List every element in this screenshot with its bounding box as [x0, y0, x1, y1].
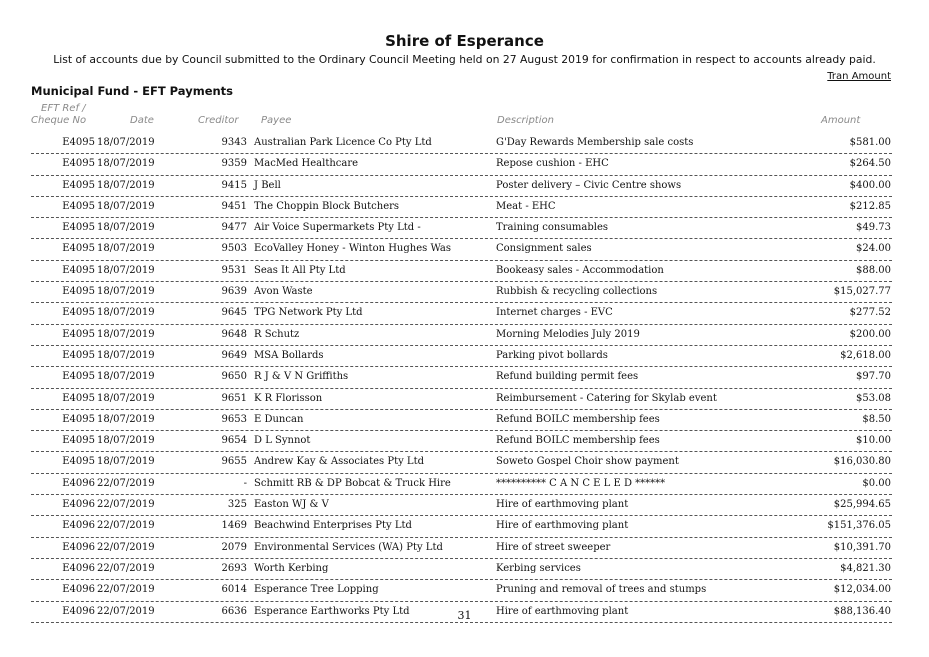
description-cell: Internet charges - EVC — [496, 307, 613, 319]
table-row — [31, 410, 892, 431]
payee-cell: Avon Waste — [254, 286, 313, 298]
date-cell: 18/07/2019 — [97, 456, 155, 468]
creditor-cell: 9477 — [221, 222, 247, 234]
description-cell: Training consumables — [496, 222, 608, 234]
table-row — [31, 218, 892, 239]
amount-cell: $8.50 — [862, 413, 891, 425]
description-cell: Refund BOILC membership fees — [496, 435, 660, 447]
date-cell: 22/07/2019 — [97, 477, 155, 489]
amount-cell: $12,034.00 — [833, 584, 891, 596]
ref-cell: E4096 — [62, 541, 95, 553]
page-number: 31 — [457, 609, 472, 622]
date-cell: 22/07/2019 — [97, 541, 155, 553]
table-row — [31, 325, 892, 346]
table-row — [31, 346, 892, 367]
description-cell: Soweto Gospel Choir show payment — [496, 456, 679, 468]
ref-cell: E4095 — [62, 413, 95, 425]
payee-cell: Air Voice Supermarkets Pty Ltd - — [254, 222, 421, 234]
description-cell: Refund BOILC membership fees — [496, 413, 660, 425]
date-cell: 18/07/2019 — [97, 392, 155, 404]
creditor-cell: 9650 — [221, 371, 247, 383]
table-row — [31, 367, 892, 388]
date-cell: 18/07/2019 — [97, 286, 155, 298]
date-cell: 18/07/2019 — [97, 222, 155, 234]
payee-cell: Easton WJ & V — [254, 499, 329, 511]
creditor-cell: 9649 — [221, 349, 247, 361]
header-description: Description — [497, 115, 554, 126]
creditor-cell: 2693 — [221, 562, 247, 574]
page-title: Shire of Esperance — [385, 32, 544, 50]
description-cell: Morning Melodies July 2019 — [496, 328, 640, 340]
payee-cell: Australian Park Licence Co Pty Ltd — [254, 137, 432, 148]
ref-cell: E4095 — [62, 371, 95, 383]
ref-cell: E4095 — [62, 264, 95, 276]
ref-cell: E4095 — [62, 349, 95, 361]
amount-cell: $212.85 — [849, 200, 891, 212]
ref-cell: E4095 — [62, 328, 95, 340]
payee-cell: Andrew Kay & Associates Pty Ltd — [254, 456, 424, 468]
description-cell: Rubbish & recycling collections — [496, 286, 658, 298]
creditor-cell: 9645 — [221, 307, 247, 319]
amount-cell: $15,027.77 — [833, 286, 891, 298]
date-cell: 18/07/2019 — [97, 307, 155, 319]
table-row — [31, 176, 892, 197]
payee-cell: E Duncan — [254, 413, 304, 425]
section-title: Municipal Fund - EFT Payments — [31, 84, 234, 98]
creditor-cell: 9531 — [221, 264, 247, 276]
payee-cell: Schmitt RB & DP Bobcat & Truck Hire — [254, 477, 451, 489]
date-cell: 18/07/2019 — [97, 243, 155, 255]
table-row — [31, 239, 892, 260]
date-cell: 18/07/2019 — [97, 264, 155, 276]
description-cell: Pruning and removal of trees and stumps — [496, 584, 707, 596]
date-cell: 18/07/2019 — [97, 371, 155, 383]
amount-cell: $581.00 — [849, 137, 891, 148]
header-amount: Amount — [821, 115, 861, 126]
ref-cell: E4096 — [62, 477, 95, 489]
payee-cell: J Bell — [254, 179, 281, 191]
payee-cell: EcoValley Honey - Winton Hughes Was — [254, 243, 451, 255]
date-cell: 18/07/2019 — [97, 413, 155, 425]
header-ref-line1: EFT Ref / — [41, 103, 86, 114]
payee-cell: Esperance Earthworks Pty Ltd — [254, 605, 410, 617]
header-ref-line2: Cheque No — [31, 115, 87, 126]
payee-cell: Seas It All Pty Ltd — [254, 264, 346, 276]
payee-cell: D L Synnot — [254, 435, 311, 447]
amount-cell: $16,030.80 — [833, 456, 891, 468]
description-cell: Meat - EHC — [496, 200, 556, 212]
creditor-cell: 1469 — [221, 520, 247, 532]
creditor-cell: 6014 — [221, 584, 247, 596]
payee-cell: TPG Network Pty Ltd — [254, 307, 363, 319]
amount-cell: $277.52 — [849, 307, 891, 319]
page-subtitle: List of accounts due by Council submitted to the Ordinary Council Meeting held on 27 August 2019 for confirmation in respect to accounts already paid. — [53, 53, 876, 66]
table-row — [31, 303, 892, 324]
ref-cell: E4096 — [62, 584, 95, 596]
amount-cell: $264.50 — [849, 158, 891, 170]
payments-table — [31, 133, 892, 623]
header-creditor: Creditor — [198, 115, 239, 126]
creditor-cell: 9415 — [221, 179, 247, 191]
table-row — [31, 452, 892, 473]
table-row — [31, 389, 892, 410]
creditor-cell: 9503 — [221, 243, 247, 255]
ref-cell: E4095 — [62, 392, 95, 404]
amount-cell: $88,136.40 — [833, 605, 891, 617]
description-cell: Refund building permit fees — [496, 371, 639, 383]
table-row — [31, 282, 892, 303]
payee-cell: K R Florisson — [254, 392, 323, 404]
amount-cell: $10.00 — [856, 435, 891, 447]
date-cell: 18/07/2019 — [97, 200, 155, 212]
amount-cell: $88.00 — [856, 264, 891, 276]
date-cell: 22/07/2019 — [97, 520, 155, 532]
amount-cell: $25,994.65 — [833, 499, 891, 511]
ref-cell: E4095 — [62, 222, 95, 234]
creditor-cell: 9359 — [221, 158, 247, 170]
creditor-cell: 9451 — [221, 200, 247, 212]
ref-cell: E4096 — [62, 499, 95, 511]
amount-cell: $151,376.05 — [827, 520, 891, 532]
ref-cell: E4096 — [62, 520, 95, 532]
creditor-cell: 9648 — [221, 328, 247, 340]
description-cell: Bookeasy sales - Accommodation — [496, 264, 664, 276]
table-row — [31, 154, 892, 175]
date-cell: 18/07/2019 — [97, 179, 155, 191]
date-cell: 18/07/2019 — [97, 137, 155, 148]
ref-cell: E4096 — [62, 605, 95, 617]
table-row — [31, 559, 892, 580]
description-cell: Reimbursement - Catering for Skylab event — [496, 392, 717, 404]
table-row — [31, 133, 892, 154]
payee-cell: Environmental Services (WA) Pty Ltd — [254, 541, 443, 553]
creditor-cell: 6636 — [221, 605, 247, 617]
date-cell: 18/07/2019 — [97, 349, 155, 361]
description-cell: ********** C A N C E L E D ****** — [496, 477, 666, 489]
payee-cell: MacMed Healthcare — [254, 158, 359, 170]
date-cell: 18/07/2019 — [97, 435, 155, 447]
creditor-cell: - — [243, 477, 247, 489]
table-row — [31, 516, 892, 537]
ref-cell: E4095 — [62, 435, 95, 447]
description-cell: Parking pivot bollards — [496, 349, 608, 361]
date-cell: 22/07/2019 — [97, 605, 155, 617]
date-cell: 22/07/2019 — [97, 562, 155, 574]
amount-cell: $400.00 — [849, 179, 891, 191]
payee-cell: R Schutz — [254, 328, 300, 340]
amount-cell: $4,821.30 — [840, 562, 891, 574]
table-row — [31, 538, 892, 559]
date-cell: 18/07/2019 — [97, 158, 155, 170]
creditor-cell: 2079 — [221, 541, 247, 553]
amount-cell: $24.00 — [856, 243, 891, 255]
description-cell: Hire of street sweeper — [496, 541, 611, 553]
ref-cell: E4095 — [62, 137, 95, 148]
creditor-cell: 9343 — [221, 137, 247, 148]
payee-cell: Worth Kerbing — [254, 562, 329, 574]
tran-amount-link[interactable]: Tran Amount — [827, 71, 891, 82]
ref-cell: E4095 — [62, 179, 95, 191]
description-cell: Consignment sales — [496, 243, 592, 255]
amount-cell: $10,391.70 — [833, 541, 891, 553]
ref-cell: E4095 — [62, 200, 95, 212]
ref-cell: E4095 — [62, 243, 95, 255]
table-row — [31, 197, 892, 218]
description-cell: Kerbing services — [496, 562, 581, 574]
payee-cell: Beachwind Enterprises Pty Ltd — [254, 520, 412, 532]
description-cell: Poster delivery – Civic Centre shows — [496, 179, 682, 191]
header-date: Date — [130, 115, 154, 126]
amount-cell: $97.70 — [856, 371, 891, 383]
table-row — [31, 495, 892, 516]
payee-cell: R J & V N Griffiths — [254, 371, 349, 383]
ref-cell: E4095 — [62, 286, 95, 298]
amount-cell: $200.00 — [849, 328, 891, 340]
creditor-cell: 9651 — [221, 392, 247, 404]
description-cell: Hire of earthmoving plant — [496, 520, 629, 532]
creditor-cell: 9654 — [221, 435, 247, 447]
amount-cell: $53.08 — [856, 392, 891, 404]
date-cell: 18/07/2019 — [97, 328, 155, 340]
date-cell: 22/07/2019 — [97, 499, 155, 511]
amount-cell: $49.73 — [856, 222, 891, 234]
amount-cell: $0.00 — [862, 477, 891, 489]
description-cell: G'Day Rewards Membership sale costs — [496, 137, 694, 148]
payee-cell: The Choppin Block Butchers — [254, 200, 400, 212]
ref-cell: E4095 — [62, 456, 95, 468]
header-payee: Payee — [261, 115, 292, 126]
ref-cell: E4095 — [62, 158, 95, 170]
table-row — [31, 261, 892, 282]
payee-cell: MSA Bollards — [254, 349, 324, 361]
date-cell: 22/07/2019 — [97, 584, 155, 596]
table-row — [31, 580, 892, 601]
description-cell: Repose cushion - EHC — [496, 158, 609, 170]
description-cell: Hire of earthmoving plant — [496, 605, 629, 617]
amount-cell: $2,618.00 — [840, 349, 891, 361]
creditor-cell: 9655 — [221, 456, 247, 468]
ref-cell: E4096 — [62, 562, 95, 574]
creditor-cell: 325 — [227, 499, 247, 511]
table-row — [31, 474, 892, 495]
payee-cell: Esperance Tree Lopping — [254, 584, 379, 596]
creditor-cell: 9639 — [221, 286, 247, 298]
ref-cell: E4095 — [62, 307, 95, 319]
creditor-cell: 9653 — [221, 413, 247, 425]
table-row — [31, 431, 892, 452]
description-cell: Hire of earthmoving plant — [496, 499, 629, 511]
